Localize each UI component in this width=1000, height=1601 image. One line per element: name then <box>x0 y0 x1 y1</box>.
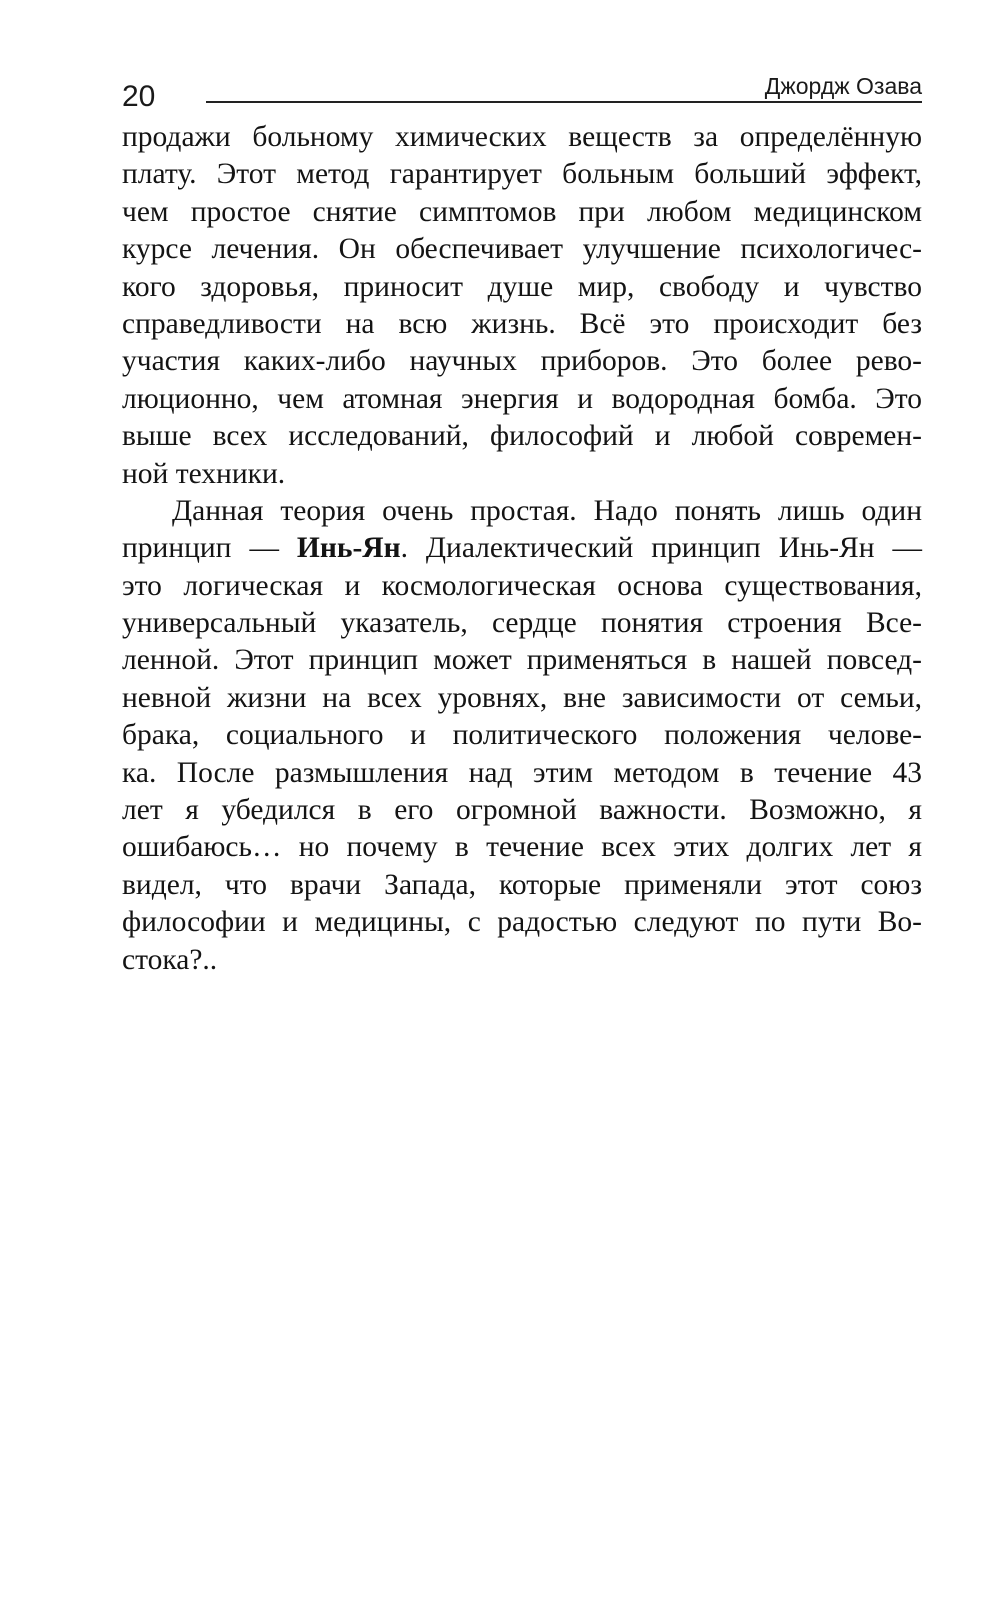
text-line: выше всех исследований, философий и любой современ- <box>122 420 922 453</box>
page-header <box>122 70 922 116</box>
text-line: плату. Этот метод гарантирует больным больший эффект, <box>122 158 922 191</box>
text-line: универсальный указатель, сердце понятия строения Все- <box>122 607 922 640</box>
text-line: философии и медицины, с радостью следуют по пути Во- <box>122 906 922 939</box>
text-line: видел, что врачи Запада, которые применяли этот союз <box>122 868 922 901</box>
paragraph-1 <box>122 119 922 493</box>
paragraph-2 <box>122 493 922 979</box>
text-line: невной жизни на всех уровнях, вне зависимости от семьи, <box>122 681 922 714</box>
text-line: ленной. Этот принцип может применяться в нашей повсед- <box>122 644 922 677</box>
bold-term-yin-yang: Инь-Ян <box>296 532 401 565</box>
text-line: это логическая и космологическая основа существования, <box>122 569 922 602</box>
body-text <box>122 119 922 979</box>
header-rule <box>206 101 922 103</box>
text-line: лет я убедился в его огромной важности. Возможно, я <box>122 794 922 827</box>
text-segment: принцип — <box>122 532 297 565</box>
text-line: ка. После размышления над этим методом в течение 43 <box>122 756 922 789</box>
text-line-with-term <box>122 530 922 567</box>
text-line: стока?.. <box>122 943 218 976</box>
text-line: ошибаюсь… но почему в течение всех этих долгих лет я <box>122 831 922 864</box>
text-line: участия каких-либо научных приборов. Это более рево- <box>122 345 922 378</box>
text-line: продажи больному химических веществ за определённую <box>122 121 922 153</box>
text-line: Данная теория очень простая. Надо понять лишь один <box>172 494 922 527</box>
text-line: брака, социального и политического положения челове- <box>122 719 922 752</box>
text-line: ной техники. <box>122 457 286 490</box>
text-line: люционно, чем атомная энергия и водородная бомба. Это <box>122 382 922 415</box>
running-head-author: Джордж Озава <box>764 73 922 99</box>
text-line: справедливости на всю жизнь. Всё это происходит без <box>122 307 922 340</box>
text-line: курсе лечения. Он обеспечивает улучшение психологичес- <box>122 233 922 266</box>
text-segment: . Диалектический принцип Инь-Ян — <box>400 532 922 565</box>
text-line: чем простое снятие симптомов при любом медицинском <box>122 195 922 228</box>
text-line: кого здоровья, приносит душе мир, свободу и чувство <box>122 270 922 303</box>
page-number: 20 <box>122 80 156 113</box>
